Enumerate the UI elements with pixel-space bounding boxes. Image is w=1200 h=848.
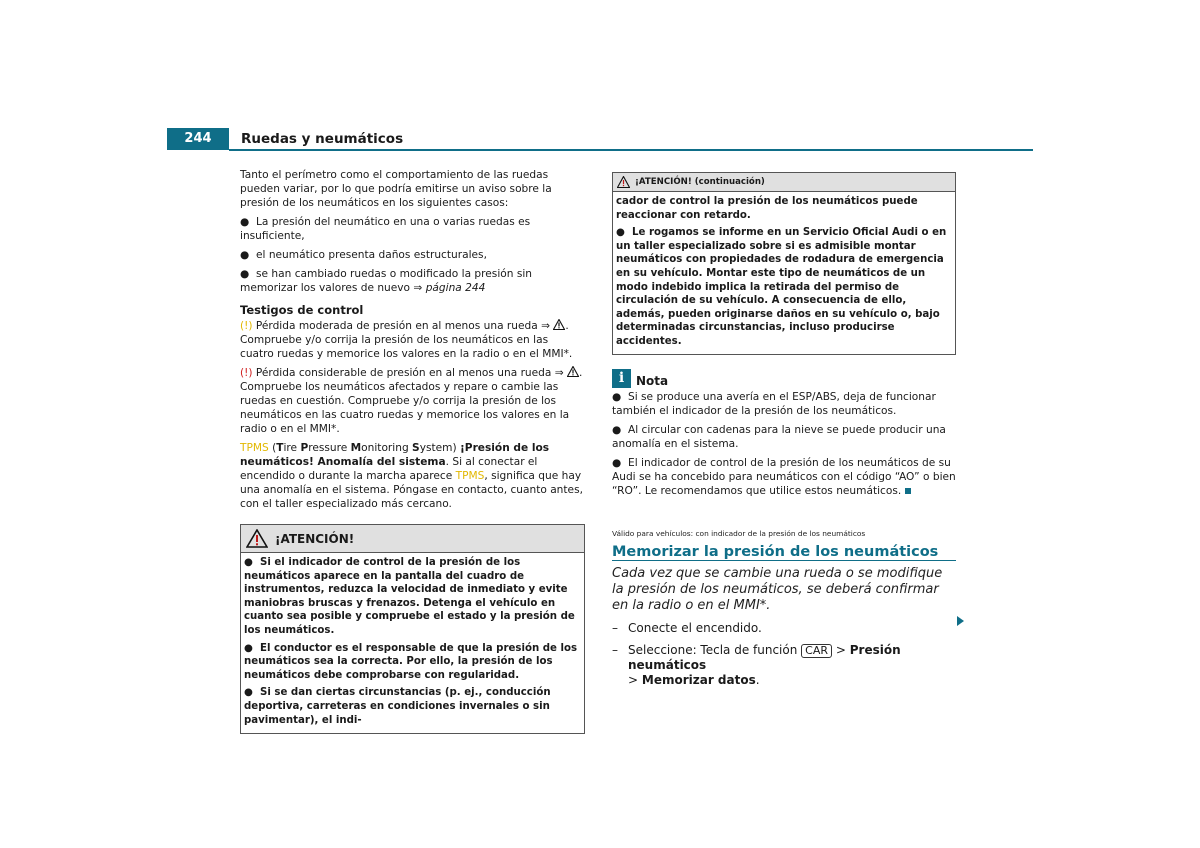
tyre-pressure-red-icon: (!) xyxy=(240,367,253,379)
info-icon: i xyxy=(612,369,631,388)
warning-box xyxy=(240,524,585,734)
section-intro: Cada vez que se cambie una rueda o se modifique la presión de los neumáticos, se deberá confirmar en la radio o en el MMI*. xyxy=(612,565,943,613)
red-warning-paragraph: (!) Pérdida considerable de presión en al menos una rueda ⇒ . Compruebe los neumáticos afectados y repare o cambie las ruedas en cuestión. Compruebe y/o corrija la presión de los neumáticos en las cuatro ruedas y memorice los valores en la radio o en el MMI*. xyxy=(240,367,583,435)
yellow-warning-paragraph: (!) Pérdida moderada de presión en al menos una rueda ⇒ . Compruebe y/o corrija la presión de los neumáticos en las cuatro ruedas y memorice los valores en la radio o en el MMI*. xyxy=(240,320,573,360)
header-rule xyxy=(229,149,1033,151)
step-item: – Conecte el encendido. xyxy=(612,620,762,635)
car-key-label: CAR xyxy=(801,644,832,658)
page-reference[interactable]: página 244 xyxy=(425,282,486,294)
warning-text: cador de control la presión de los neumáticos puede reaccionar con retardo. xyxy=(616,196,918,221)
left-column xyxy=(240,168,585,734)
continue-arrow-icon xyxy=(957,616,964,626)
tpms-paragraph: TPMS (Tire Pressure Monitoring System) ¡Presión de los neumáticos! Anomalía del sistema. Si al conectar el encendido o durante la marcha aparece TPMS, significa que hay una anomalía en el sistema. Póngase en contacto, cuanto antes, con el taller especializado más cercano. xyxy=(240,442,583,510)
intro-paragraph: Tanto el perímetro como el comportamiento de las ruedas pueden variar, por lo que podría emitirse un aviso sobre la presión de los neumáticos en los siguientes casos: xyxy=(240,169,552,209)
warning-triangle-icon xyxy=(553,319,565,330)
note-item: ● Si se produce una avería en el ESP/ABS, deja de funcionar también el indicador de la presión de los neumáticos. xyxy=(612,390,936,417)
warning-item: ● Si el indicador de control de la presión de los neumáticos aparece en la pantalla del cuadro de instrumentos, reduzca la velocidad de inmediato y evite maniobras bruscas y frenazos. Detenga el vehículo en cuanto sea posible y compruebe el estado y la presión de los neumáticos. xyxy=(244,557,575,636)
running-title: Ruedas y neumáticos xyxy=(241,131,404,147)
warning-continued-box xyxy=(612,172,956,355)
validity-note: Válido para vehículos: con indicador de la presión de los neumáticos xyxy=(612,528,866,538)
warning-item: ● Le rogamos se informe en un Servicio Oficial Audi o en un taller especializado sobre si es admisible montar neumáticos con propiedades de rodadura de emergencia en su vehículo. Montar este tipo de neumáticos de un modo indebido implica la retirada del permiso de circulación de su vehículo. A consecuencia de ello, además, pueden originarse daños en su vehículo o, bajo determinadas circunstancias, incluso producirse accidentes. xyxy=(616,227,947,347)
warning-triangle-icon xyxy=(567,366,579,377)
section-title: Memorizar la presión de los neumáticos xyxy=(612,545,956,561)
end-marker-icon xyxy=(905,488,911,494)
step-item: – Seleccione: Tecla de función CAR > Presión neumáticos > Memorizar datos. xyxy=(612,642,901,687)
warning-header: ¡ATENCIÓN! xyxy=(241,525,584,553)
list-item: ● La presión del neumático en una o varias ruedas es insuficiente, xyxy=(240,216,531,242)
warning-continued-header: ¡ATENCIÓN! (continuación) xyxy=(613,173,955,192)
note-item: ● Al circular con cadenas para la nieve se puede producir una anomalía en el sistema. xyxy=(612,423,946,450)
warning-item: ● El conductor es el responsable de que la presión de los neumáticos sea la correcta. Por ello, la presión de los neumáticos debe comprobarse con regularidad. xyxy=(244,642,578,681)
warning-item: ● Si se dan ciertas circunstancias (p. ej., conducción deportiva, carreteras en condiciones invernales o sin pavimentar), el indi- xyxy=(244,687,551,726)
right-column xyxy=(612,172,956,688)
testigos-heading: Testigos de control xyxy=(240,303,364,317)
warning-triangle-icon xyxy=(617,176,630,188)
note-item: ● El indicador de control de la presión de los neumáticos de su Audi se ha concebido para neumáticos con el código “AO” o bien “RO”. Le recomendamos que utilice estos neumáticos. xyxy=(612,456,956,497)
page-number: 244 xyxy=(167,128,229,150)
note-header: i Nota xyxy=(612,369,956,388)
list-item: ● se han cambiado ruedas o modificado la presión sin memorizar los valores de nuevo ⇒ página 244 xyxy=(240,268,533,294)
list-item: ● el neumático presenta daños estructurales, xyxy=(240,249,487,261)
tyre-pressure-yellow-icon: (!) xyxy=(240,320,253,332)
warning-triangle-icon xyxy=(246,529,268,548)
